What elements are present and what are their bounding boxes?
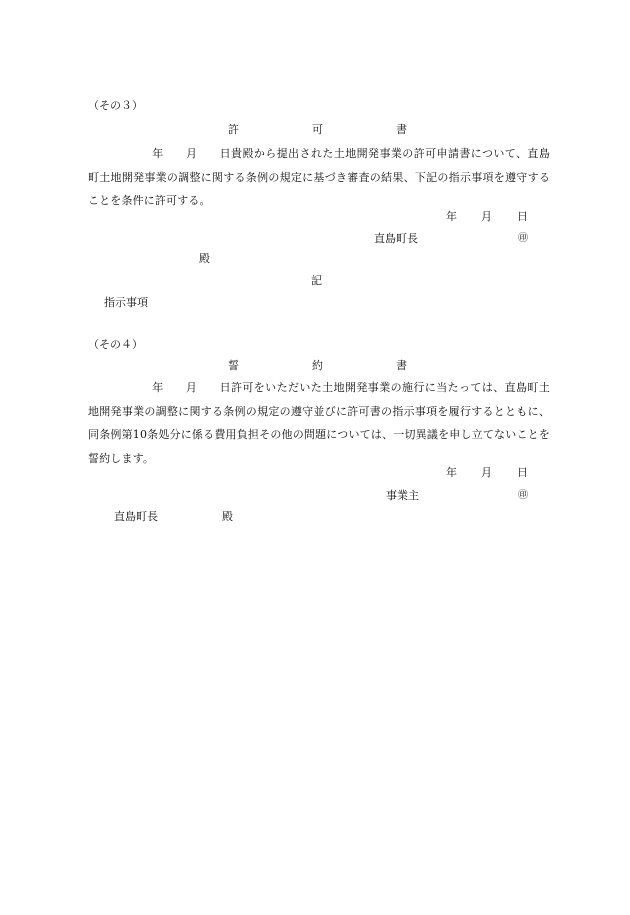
section3-label: （その３） <box>88 99 143 112</box>
section4-sig-month: 月 <box>481 466 492 479</box>
section4-title-char-2: 約 <box>312 359 323 372</box>
section4-text: 日許可をいただいた土地開発事業の施行に当たっては、直島町土地開発事業の調整に関する条例の規定の遵守並びに許可書の指示事項を履行するとともに、同条例第10条処分に係る費用負担その他の問題については、一切異議を申し立てないことを誓約します。 <box>88 381 550 465</box>
section4-sig-day: 日 <box>517 466 528 479</box>
section4-seal: ㊞ <box>518 490 528 501</box>
section4-date-month: 月 <box>185 381 198 394</box>
section4-signer: 事業主 <box>386 489 419 502</box>
section4-addressee: 直島町長 <box>114 510 158 523</box>
section3-date-month: 月 <box>185 147 198 160</box>
section3-sig-day: 日 <box>517 210 528 223</box>
section3-sig-year: 年 <box>446 210 457 223</box>
section4-title-char-3: 書 <box>396 359 407 372</box>
section4-date-year: 年 <box>152 381 164 394</box>
section3-body <box>88 142 550 213</box>
section3-ki: 記 <box>311 274 322 287</box>
section3-sig-month: 月 <box>481 210 492 223</box>
section3-text: 日貴殿から提出された土地開発事業の許可申請書について、直島町土地開発事業の調整に関する条例の規定に基づき審査の結果、下記の指示事項を遵守することを条件に許可する。 <box>88 147 550 207</box>
section4-sig-year: 年 <box>446 466 457 479</box>
section4-label: （その４） <box>88 338 143 351</box>
section4-title-char-1: 誓 <box>228 359 239 372</box>
section4-addressee-suffix: 殿 <box>222 510 233 523</box>
section3-instructions-label: 指示事項 <box>104 296 148 309</box>
section3-seal: ㊞ <box>518 233 528 244</box>
section3-addressee-suffix: 殿 <box>199 252 210 265</box>
section3-title-char-2: 可 <box>312 123 323 136</box>
section4-body <box>88 376 550 470</box>
section3-title-char-3: 書 <box>396 123 407 136</box>
section3-issuer: 直島町長 <box>374 232 418 245</box>
section3-date-year: 年 <box>152 147 164 160</box>
section3-title-char-1: 許 <box>228 123 239 136</box>
